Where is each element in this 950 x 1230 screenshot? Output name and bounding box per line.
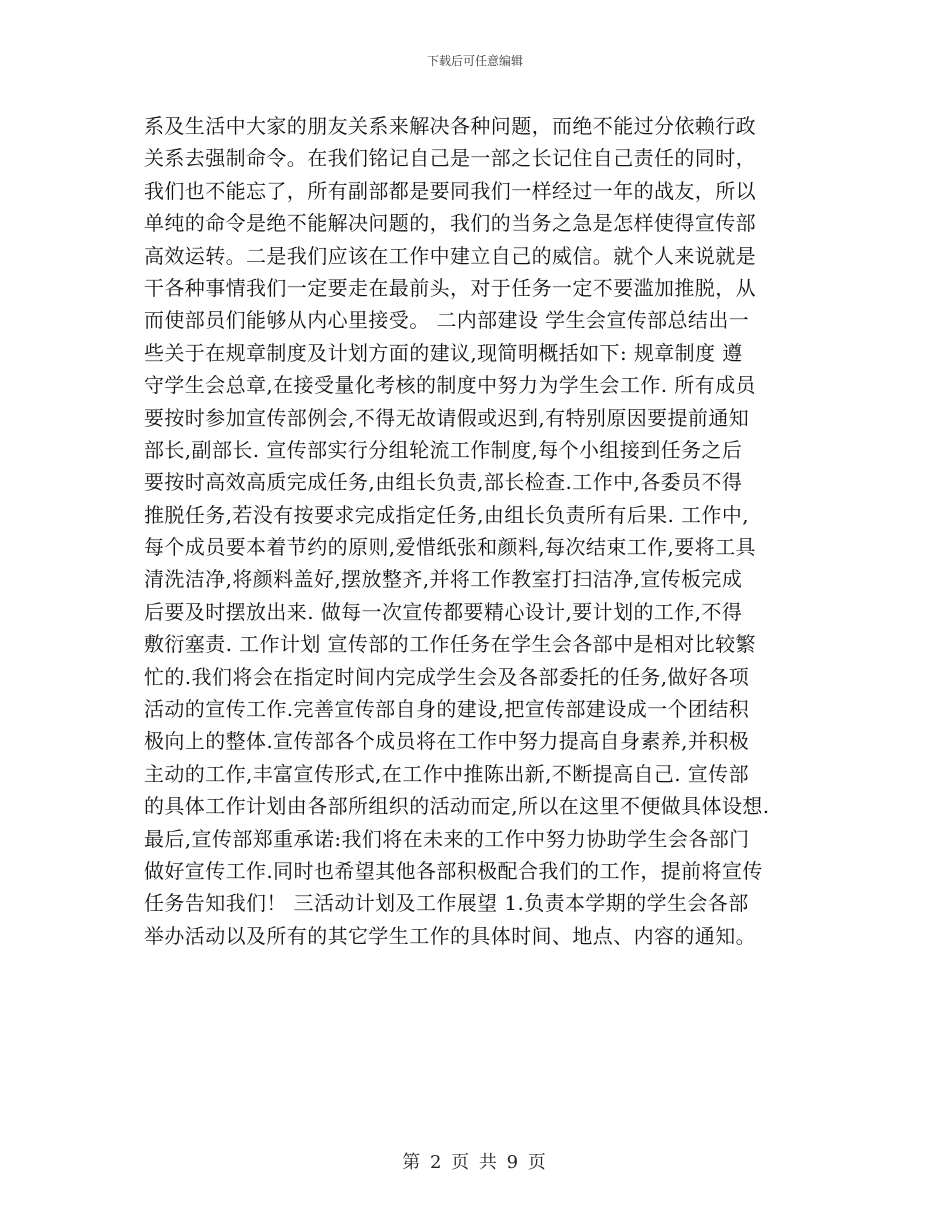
body-line: 后要及时摆放出来. 做每一次宣传都要精心设计,要计划的工作,不得 (144, 599, 743, 624)
body-line: 高效运转。二是我们应该在工作中建立自己的威信。就个人来说就是 (144, 243, 756, 268)
header-note: 下载后可任意编辑 (426, 54, 523, 68)
page-number: 第 2 页 共 9 页 (402, 1152, 548, 1173)
body-line: 部长,副部长. 宣传部实行分组轮流工作制度,每个小组接到任务之后 (144, 437, 743, 462)
document-body (144, 110, 808, 952)
body-line: 单纯的命令是绝不能解决问题的，我们的当务之急是怎样使得宣传部 (144, 211, 756, 236)
body-line: 而使部员们能够从内心里接受。 二内部建设 学生会宣传部总结出一 (144, 308, 750, 333)
body-line: 清洗洁净,将颜料盖好,摆放整齐,并将工作教室打扫洁净,宣传板完成 (144, 567, 743, 592)
body-line: 守学生会总章,在接受量化考核的制度中努力为学生会工作. 所有成员 (144, 373, 756, 398)
body-line: 任务告知我们！ 三活动计划及工作展望 1.负责本学期的学生会各部 (144, 891, 749, 916)
body-line: 活动的宣传工作.完善宣传部自身的建设,把宣传部建设成一个团结积 (144, 697, 750, 722)
body-line: 主动的工作,丰富宣传形式,在工作中推陈出新,不断提高自己. 宣传部 (144, 761, 749, 786)
body-line: 要按时参加宣传部例会,不得无故请假或迟到,有特别原因要提前通知 (144, 405, 750, 430)
body-line: 敷衍塞责. 工作计划 宣传部的工作任务在学生会各部中是相对比较繁 (144, 632, 756, 657)
body-line: 做好宣传工作.同时也希望其他各部积极配合我们的工作，提前将宣传 (144, 858, 763, 883)
body-line: 每个成员要本着节约的原则,爱惜纸张和颜料,每次结束工作,要将工具 (144, 535, 756, 560)
body-line: 忙的.我们将会在指定时间内完成学生会及各部委托的任务,做好各项 (144, 664, 750, 689)
body-line: 我们也不能忘了，所有副部都是要同我们一样经过一年的战友，所以 (144, 178, 756, 203)
body-line: 关系去强制命令。在我们铭记自己是一部之长记住自己责任的同时， (144, 146, 756, 171)
body-line: 最后,宣传部郑重承诺:我们将在未来的工作中努力协助学生会各部门 (144, 826, 750, 851)
body-line: 要按时高效高质完成任务,由组长负责,部长检查.工作中,各委员不得 (144, 470, 743, 495)
body-line: 推脱任务,若没有按要求完成指定任务,由组长负责所有后果. 工作中, (144, 502, 749, 527)
body-line: 系及生活中大家的朋友关系来解决各种问题，而绝不能过分依赖行政 (144, 114, 756, 138)
body-line: 些关于在规章制度及计划方面的建议,现简明概括如下: 规章制度 遵 (144, 340, 743, 365)
body-line: 极向上的整体.宣传部各个成员将在工作中努力提高自身素养,并积极 (144, 729, 750, 754)
body-line: 举办活动以及所有的其它学生工作的具体时间、地点、内容的通知。 (144, 923, 756, 948)
body-line: 的具体工作计划由各部所组织的活动而定,所以在这里不便做具体设想. (144, 794, 770, 819)
body-line: 干各种事情我们一定要走在最前头，对于任务一定不要滥加推脱，从 (144, 275, 756, 300)
